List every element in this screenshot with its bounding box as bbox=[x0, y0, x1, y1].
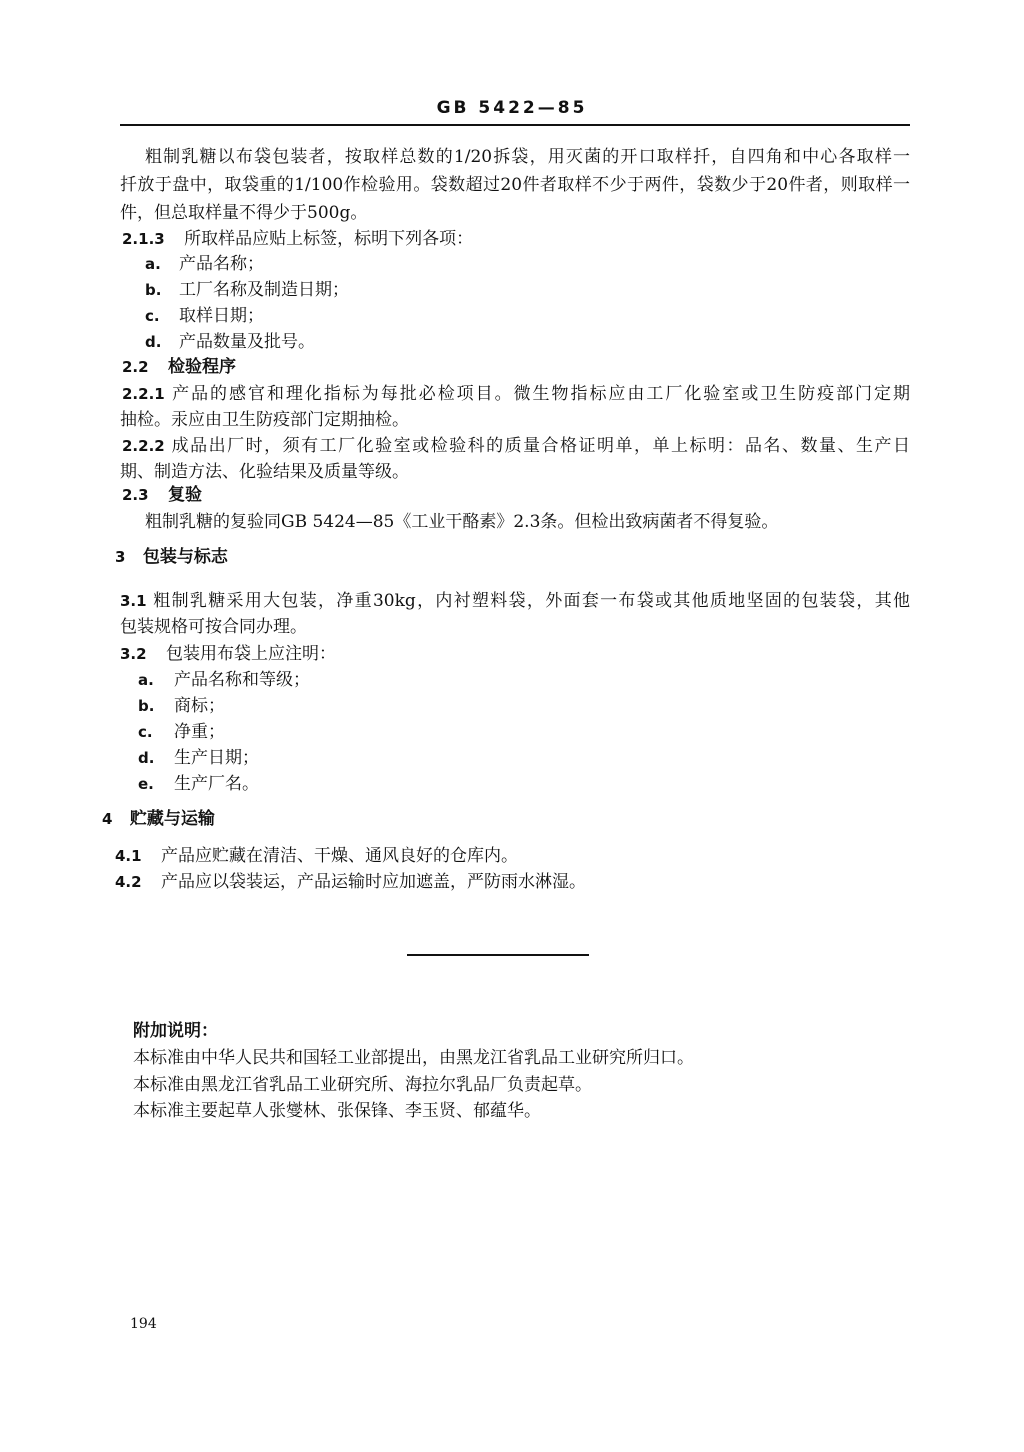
section-2-2-heading bbox=[122, 356, 236, 378]
list-letter: d. bbox=[145, 333, 162, 351]
list-text: 产品名称和等级； bbox=[174, 670, 310, 690]
clause-3-1-line-1 bbox=[120, 590, 910, 612]
clause-text: 粗制乳糖采用大包装，净重30kg，内衬塑料袋，外面套一布袋或其他质地坚固的包装袋，其他 bbox=[153, 591, 910, 611]
clause-2-2-1-line-1 bbox=[122, 383, 910, 405]
clause-text: 所取样品应贴上标签，标明下列各项： bbox=[184, 229, 474, 249]
list-letter: a. bbox=[145, 255, 161, 273]
section-4-heading bbox=[102, 808, 215, 830]
clause-text: 产品应贮藏在清洁、干燥、通风良好的仓库内。 bbox=[160, 846, 518, 866]
list-letter: e. bbox=[138, 775, 154, 793]
list-text: 产品名称； bbox=[179, 254, 264, 274]
list-item bbox=[138, 695, 225, 717]
list-item bbox=[145, 331, 315, 353]
section-title: 检验程序 bbox=[167, 357, 236, 377]
clause-4-1 bbox=[115, 845, 518, 867]
list-text: 生产厂名。 bbox=[174, 774, 259, 794]
list-item bbox=[145, 253, 264, 275]
list-letter: c. bbox=[145, 307, 160, 325]
list-text: 生产日期； bbox=[174, 748, 259, 768]
section-title: 复验 bbox=[167, 485, 202, 505]
list-text: 工厂名称及制造日期； bbox=[179, 280, 349, 300]
notes-line-1: 本标准由中华人民共和国轻工业部提出，由黑龙江省乳品工业研究所归口。 bbox=[133, 1048, 694, 1068]
list-item bbox=[138, 669, 310, 691]
clause-text: 成品出厂时，须有工厂化验室或检验科的质量合格证明单，单上标明：品名、数量、生产日 bbox=[171, 436, 911, 456]
clause-number: 2.1.3 bbox=[122, 230, 165, 248]
clause-number: 4.1 bbox=[115, 847, 142, 865]
section-3-heading bbox=[115, 546, 228, 568]
section-2-3-heading bbox=[122, 484, 202, 506]
page-number: 194 bbox=[130, 1316, 157, 1332]
clause-2-2-2-line-1 bbox=[122, 435, 910, 457]
notes-line-2: 本标准由黑龙江省乳品工业研究所、海拉尔乳品厂负责起草。 bbox=[133, 1075, 592, 1095]
list-item bbox=[145, 279, 349, 301]
clause-number: 2.2.1 bbox=[122, 385, 165, 403]
list-item bbox=[138, 721, 225, 743]
clause-2-1-3 bbox=[122, 228, 473, 250]
clause-number: 3.1 bbox=[120, 592, 147, 610]
clause-3-2 bbox=[120, 643, 336, 665]
intro-line-2: 扦放于盘中，取袋重的1/100作检验用。袋数超过20件者取样不少于两件，袋数少于20件者，则取样一 bbox=[120, 175, 910, 195]
clause-text: 产品的感官和理化指标为每批必检项目。微生物指标应由工厂化验室或卫生防疫部门定期 bbox=[172, 384, 910, 404]
intro-line-1: 粗制乳糖以布袋包装者，按取样总数的1/20拆袋，用灭菌的开口取样扦，自四角和中心各取样一 bbox=[145, 147, 910, 167]
list-text: 净重； bbox=[174, 722, 225, 742]
intro-line-3: 件，但总取样量不得少于500g。 bbox=[120, 203, 368, 223]
section-title: 贮藏与运输 bbox=[129, 809, 215, 829]
header-rule bbox=[120, 124, 910, 126]
list-item bbox=[138, 773, 259, 795]
list-item bbox=[145, 305, 264, 327]
standard-code-header: GB 5422—85 bbox=[436, 98, 588, 118]
section-number: 3 bbox=[115, 548, 126, 566]
notes-title: 附加说明： bbox=[133, 1021, 218, 1041]
clause-2-2-2-line-2: 期、制造方法、化验结果及质量等级。 bbox=[120, 462, 409, 482]
list-item bbox=[138, 747, 259, 769]
clause-2-2-1-line-2: 抽检。汞应由卫生防疫部门定期抽检。 bbox=[120, 410, 409, 430]
list-letter: b. bbox=[145, 281, 162, 299]
clause-number: 4.2 bbox=[115, 873, 142, 891]
section-title: 包装与标志 bbox=[142, 547, 228, 567]
list-letter: d. bbox=[138, 749, 155, 767]
clause-text: 包装用布袋上应注明： bbox=[165, 644, 336, 664]
list-text: 商标； bbox=[174, 696, 225, 716]
list-letter: b. bbox=[138, 697, 155, 715]
section-number: 2.2 bbox=[122, 358, 149, 376]
clause-4-2 bbox=[115, 871, 586, 893]
notes-line-3: 本标准主要起草人张燮林、张保锋、李玉贤、郁蕴华。 bbox=[133, 1101, 541, 1121]
list-letter: a. bbox=[138, 671, 154, 689]
section-divider bbox=[407, 954, 589, 956]
section-number: 2.3 bbox=[122, 486, 149, 504]
clause-3-1-line-2: 包装规格可按合同办理。 bbox=[120, 617, 307, 637]
list-text: 取样日期； bbox=[179, 306, 264, 326]
list-letter: c. bbox=[138, 723, 153, 741]
clause-number: 3.2 bbox=[120, 645, 147, 663]
list-text: 产品数量及批号。 bbox=[179, 332, 315, 352]
clause-text: 产品应以袋装运，产品运输时应加遮盖，严防雨水淋湿。 bbox=[160, 872, 586, 892]
clause-2-3-text: 粗制乳糖的复验同GB 5424—85《工业干酪素》2.3条。但检出致病菌者不得复验。 bbox=[145, 512, 779, 532]
section-number: 4 bbox=[102, 810, 113, 828]
clause-number: 2.2.2 bbox=[122, 437, 165, 455]
